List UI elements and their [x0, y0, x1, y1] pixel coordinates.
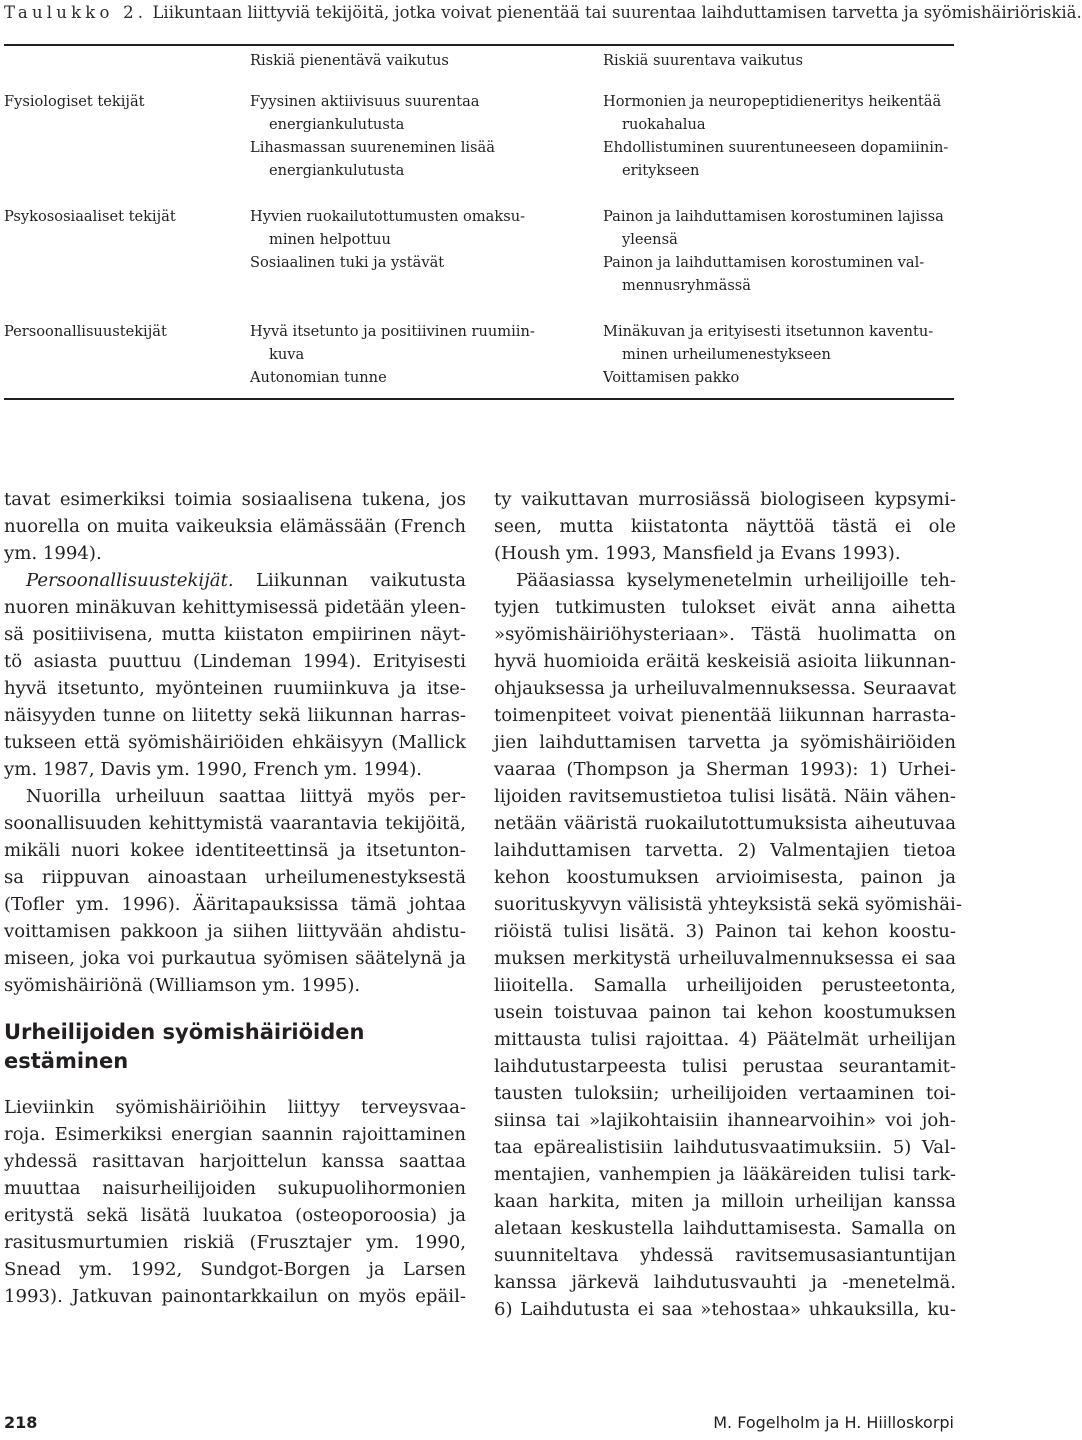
text-line: 6) Laihdutusta ei saa »tehostaa» uhkauksilla, ku-	[494, 1299, 956, 1320]
body-column-left	[4, 486, 466, 1310]
row-label-personality: Persoonallisuustekijät	[4, 323, 167, 340]
text-line: vaaraa (Thompson ja Sherman 1993): 1) Urhei-	[494, 759, 956, 780]
text-line: ohjauksessa ja urheiluvalmennuksessa. Seuraavat	[494, 678, 956, 699]
table-caption-text: Liikuntaan liittyviä tekijöitä, jotka voivat pienentää tai suurentaa laihduttamisen tarvetta ja syömishäiriöriskiä.	[152, 3, 1082, 22]
cell-line: Hormonien ja neuropeptidieneritys heikentää	[603, 93, 942, 110]
row-label-psychosocial: Psykososiaaliset tekijät	[4, 208, 176, 225]
cell-line: minen urheilumenestykseen	[622, 346, 831, 363]
text-line: tyjen tutkimusten tulokset eivät anna aihetta	[494, 597, 956, 618]
text-line: tukseen että syömishäiriöiden ehkäisyyn (Mallick	[4, 732, 466, 753]
text-run: Liikunnan vaikutusta	[233, 570, 466, 591]
text-line: netään vääristä ruokailutottumuksista aiheutuvaa	[494, 813, 956, 834]
text-line: muksen merkitystä urheiluvalmennuksessa ei saa	[494, 948, 956, 969]
text-line: muuttaa naisurheilijoiden sukupuolihormonien	[4, 1178, 466, 1199]
text-line: riöistä tulisi lisätä. 3) Painon tai kehon koostu-	[494, 921, 956, 942]
text-line: 1993). Jatkuvan painontarkkailun on myös epäil-	[4, 1286, 466, 1307]
cell-line: energiankulutusta	[269, 162, 405, 179]
text-line: tavat esimerkiksi toimia sosiaalisena tukena, jos	[4, 489, 466, 510]
text-line: hyvä huomioida eräitä keskeisiä asioita liikunnan-	[494, 651, 956, 672]
cell-line: yleensä	[622, 231, 678, 248]
cell-line: Sosiaalinen tuki ja ystävät	[250, 254, 445, 271]
table-bottom-rule	[4, 398, 954, 400]
cell-line: kuva	[269, 346, 305, 363]
table-caption	[4, 3, 1082, 23]
text-line: suunniteltava yhdessä ravitsemusasiantuntijan	[494, 1245, 956, 1266]
text-line	[4, 567, 466, 594]
text-line: nuorella on muita vaikeuksia elämässään (French	[4, 516, 466, 537]
text-line: tausten tuloksiin; urheilijoiden vertaaminen toi-	[494, 1083, 956, 1104]
cell-personality-reducing	[250, 320, 535, 389]
text-line: kehon koostumuksen arvioimisesta, painon ja	[494, 867, 956, 888]
table-caption-label: Taulukko 2.	[4, 3, 148, 22]
cell-physiological-reducing	[250, 90, 495, 182]
cell-line: Painon ja laihduttamisen korostuminen lajissa	[603, 208, 944, 225]
text-line: sa riippuvan ainoastaan urheilumenestyksestä	[4, 867, 466, 888]
cell-line: Ehdollistuminen suurentuneeseen dopamiinin-	[603, 139, 949, 156]
text-line: Lieviinkin syömishäiriöihin liittyy terveysvaa-	[4, 1097, 466, 1118]
cell-line: Fyysinen aktiivisuus suurentaa	[250, 93, 480, 110]
text-line: suorituskyvyn välisistä yhteyksistä sekä syömishäi-	[494, 894, 962, 915]
text-line: lijoiden ravitsemustietoa tulisi lisätä. Näin vähen-	[494, 786, 956, 807]
text-line: soonallisuuden kehittymistä vaarantavia tekijöitä,	[4, 813, 466, 834]
text-line: (Housh ym. 1993, Mansfield ja Evans 1993).	[494, 543, 901, 564]
body-column-right	[494, 486, 962, 1323]
text-line: mentajien, vanhempien ja lääkäreiden tulisi tark-	[494, 1164, 956, 1185]
text-line: toimenpiteet voivat pienentää liikunnan harrasta-	[494, 705, 956, 726]
cell-line: Hyvien ruokailutottumusten omaksu-	[250, 208, 526, 225]
cell-line: Lihasmassan suureneminen lisää	[250, 139, 495, 156]
table-top-rule	[4, 44, 954, 46]
text-line: laihdutustarpeesta tulisi perustaa seurantamit-	[494, 1056, 956, 1077]
text-line: taa epärealistisiin laihdutusvaatimuksiin. 5) Val-	[494, 1137, 956, 1158]
text-line: mittausta tulisi rajoittaa. 4) Päätelmät urheilijan	[494, 1029, 956, 1050]
cell-line: minen helpottuu	[269, 231, 391, 248]
text-line: (Tofler ym. 1996). Ääritapauksissa tämä johtaa	[4, 894, 466, 915]
text-line: syömishäiriönä (Williamson ym. 1995).	[4, 975, 361, 996]
text-line: jien laihduttamisen tarvetta ja syömishäiriöiden	[494, 732, 956, 753]
cell-physiological-increasing	[603, 90, 948, 182]
cell-line: Minäkuvan ja erityisesti itsetunnon kaventu-	[603, 323, 934, 340]
text-line: hyvä itsetunto, myönteinen ruumiinkuva ja itse-	[4, 678, 466, 699]
text-line: miseen, joka voi purkautua syömisen säätelynä ja	[4, 948, 466, 969]
column-header-increasing: Riskiä suurentava vaikutus	[603, 52, 804, 69]
cell-personality-increasing	[603, 320, 933, 389]
cell-line: mennusryhmässä	[622, 277, 751, 294]
text-line: eritystä sekä lisätä luukatoa (osteoporoosia) ja	[4, 1205, 466, 1226]
text-line: aletaan keskustella laihduttamisesta. Samalla on	[494, 1218, 956, 1239]
text-line: ym. 1994).	[4, 543, 102, 564]
text-line: voittamisen pakkoon ja siihen liittyvään ahdistu-	[4, 921, 466, 942]
text-line: »syömishäiriöhysteriaan». Tästä huolimatta on	[494, 624, 956, 645]
section-heading-line: estäminen	[4, 1049, 129, 1073]
cell-psychosocial-reducing	[250, 205, 525, 274]
text-line: näisyyden tunne on liitetty sekä liikunnan harras-	[4, 705, 466, 726]
text-line: tö asiasta puuttuu (Lindeman 1994). Erityisesti	[4, 651, 466, 672]
text-line: siinsa tai »lajikohtaisiin ihannearvoihin» voi joh-	[494, 1110, 956, 1131]
text-line: Pääasiassa kyselymenetelmin urheilijoille teh-	[516, 570, 956, 591]
running-footer-authors: M. Fogelholm ja H. Hiilloskorpi	[713, 1413, 954, 1432]
text-line: usein toistuvaa painon tai kehon koostumuksen	[494, 1002, 956, 1023]
cell-line: ruokahalua	[622, 116, 706, 133]
text-line: yhdessä rasittavan harjoittelun kanssa saattaa	[4, 1151, 466, 1172]
spacer	[4, 999, 466, 1018]
run-in-heading: Persoonallisuustekijät.	[26, 570, 234, 591]
row-label-physiological: Fysiologiset tekijät	[4, 93, 145, 110]
section-heading-line: Urheilijoiden syömishäiriöiden	[4, 1020, 365, 1044]
text-line: sä positiivisena, mutta kiistaton empiirinen näyt-	[4, 624, 466, 645]
text-line: Nuorilla urheiluun saattaa liittyä myös per-	[26, 786, 466, 807]
text-line: rasitusmurtumien riskiä (Frusztajer ym. 1990,	[4, 1232, 466, 1253]
text-line: Snead ym. 1992, Sundgot-Borgen ja Larsen	[4, 1259, 466, 1280]
text-line: liioitella. Samalla urheilijoiden perusteetonta,	[494, 975, 956, 996]
text-line: laihduttamisen tarvetta. 2) Valmentajien tietoa	[494, 840, 956, 861]
cell-line: energiankulutusta	[269, 116, 405, 133]
cell-line: Voittamisen pakko	[603, 369, 740, 386]
text-line: nuoren minäkuvan kehittymisessä pidetään yleen-	[4, 597, 466, 618]
text-line: ym. 1987, Davis ym. 1990, French ym. 1994).	[4, 759, 423, 780]
text-line: kaan harkita, miten ja milloin urheilijan kanssa	[494, 1191, 956, 1212]
cell-line: eritykseen	[622, 162, 700, 179]
column-header-reducing: Riskiä pienentävä vaikutus	[250, 52, 449, 69]
text-line: ty vaikuttavan murrosiässä biologiseen kypsymi-	[494, 489, 956, 510]
spacer	[4, 1076, 466, 1094]
cell-line: Hyvä itsetunto ja positiivinen ruumiin-	[250, 323, 535, 340]
text-line: mikäli nuori kokee identiteettinsä ja itsetunton-	[4, 840, 466, 861]
text-line: kanssa järkevä laihdutusvauhti ja -menetelmä.	[494, 1272, 956, 1293]
cell-line: Autonomian tunne	[250, 369, 387, 386]
cell-psychosocial-increasing	[603, 205, 944, 297]
cell-line: Painon ja laihduttamisen korostuminen val-	[603, 254, 925, 271]
text-line: seen, mutta kiistatonta näyttöä tästä ei ole	[494, 516, 956, 537]
text-line: roja. Esimerkiksi energian saannin rajoittaminen	[4, 1124, 466, 1145]
page-number: 218	[4, 1413, 38, 1432]
